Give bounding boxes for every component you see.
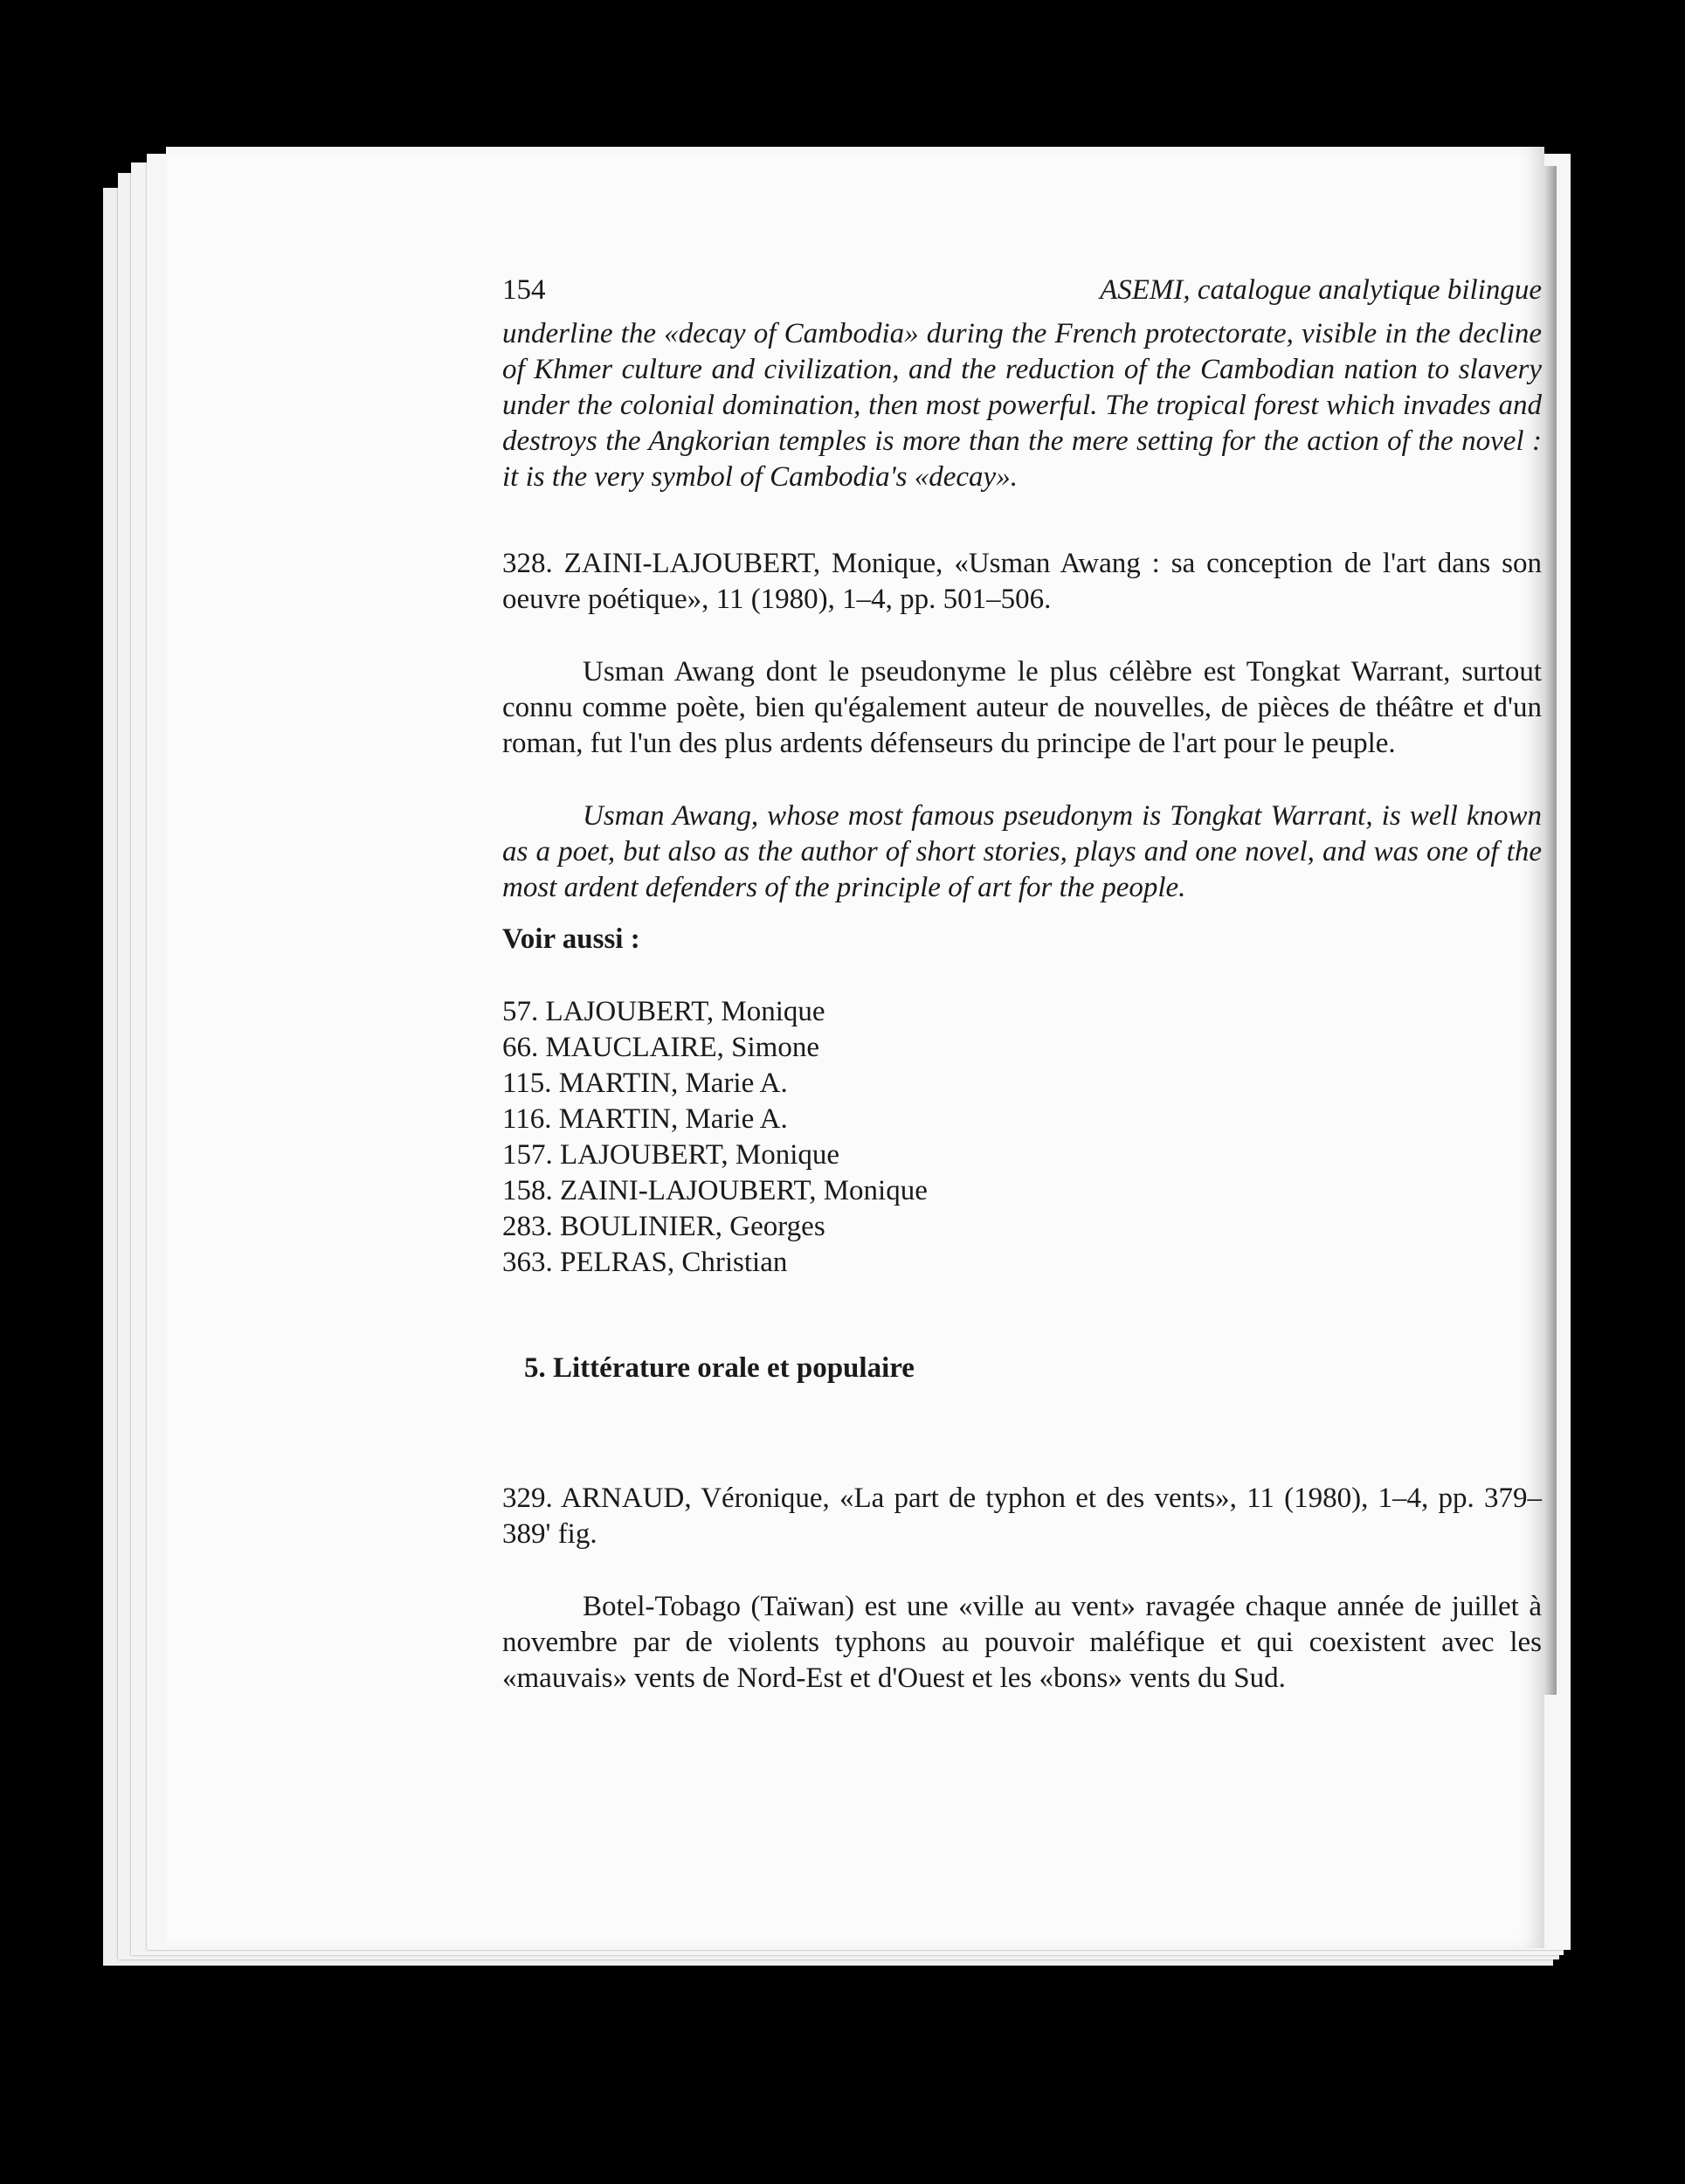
see-also-item: 57. LAJOUBERT, Monique	[502, 996, 825, 1027]
entry-328-citation: 328. ZAINI-LAJOUBERT, Monique, «Usman Awang : sa conception de l'art dans son oeuvre poétique», 11 (1980), 1–4, pp. 501–506.	[502, 548, 1542, 615]
page-content	[502, 273, 1542, 1697]
see-also-item: 115. MARTIN, Marie A.	[502, 1068, 788, 1099]
entry-328-french-summary: Usman Awang dont le pseudonyme le plus célèbre est Tongkat Warrant, surtout connu comme poète, bien qu'également auteur de nouvelles, de pièces de théâtre et d'un roman, fut l'un des plus ardents défenseurs du principe de l'art pour le peuple.	[502, 656, 1542, 759]
see-also-item: 158. ZAINI-LAJOUBERT, Monique	[502, 1175, 928, 1206]
entry-329-citation: 329. ARNAUD, Véronique, «La part de typhon et des vents», 11 (1980), 1–4, pp. 379–389' fig.	[502, 1482, 1542, 1550]
page-curl-shadow	[1544, 166, 1557, 1695]
running-title: ASEMI, catalogue analytique bilingue	[1100, 274, 1542, 306]
page-header	[502, 273, 1542, 316]
see-also-heading: Voir aussi :	[502, 923, 640, 955]
see-also-item: 66. MAUCLAIRE, Simone	[502, 1032, 819, 1063]
section-heading: 5. Littérature orale et populaire	[524, 1352, 915, 1384]
entry-328-english-summary: Usman Awang, whose most famous pseudonym is Tongkat Warrant, is well known as a poet, but also as the author of short stories, plays and one novel, and was one of the most ardent defenders of the principle of art for the people.	[502, 800, 1542, 903]
see-also-item: 283. BOULINIER, Georges	[502, 1211, 825, 1242]
see-also-item: 116. MARTIN, Marie A.	[502, 1103, 788, 1135]
see-also-item: 363. PELRAS, Christian	[502, 1247, 788, 1278]
see-also-list	[502, 994, 1542, 1281]
see-also-item: 157. LAJOUBERT, Monique	[502, 1139, 840, 1171]
page-number: 154	[502, 274, 546, 306]
entry-329-french-summary: Botel-Tobago (Taïwan) est une «ville au vent» ravagée chaque année de juillet à novembre par de violents typhons au pouvoir maléfique et qui coexistent avec les «mauvais» vents de Nord-Est et d'Ouest et les «bons» vents du Sud.	[502, 1591, 1542, 1694]
previous-entry-english-summary: underline the «decay of Cambodia» during the French protectorate, visible in the decline of Khmer culture and civilization, and the reduction of the Cambodian nation to slavery under the colonial domination, then most powerful. The tropical forest which invades and destroys the Angkorian temples is more than the mere setting for the action of the novel : it is the very symbol of Cambodia's «decay».	[502, 318, 1542, 493]
